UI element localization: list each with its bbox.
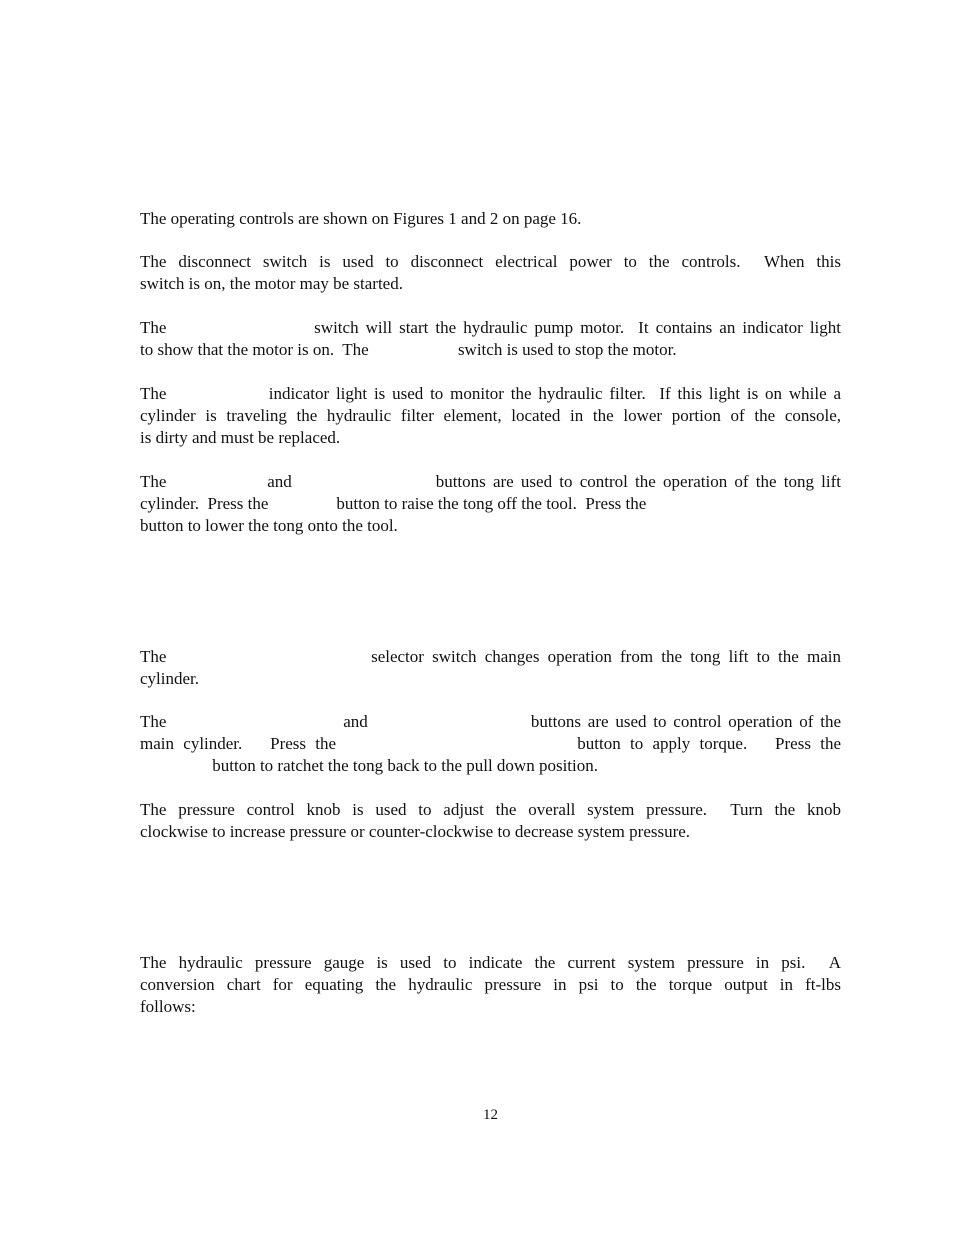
page-number: 12 [483,1107,498,1123]
text-line: cylinder is traveling the hydraulic filter element, located in the lower portion of the console, [140,406,841,425]
text-line: is dirty and must be replaced. [140,428,341,447]
text-line: cylinder. [140,669,200,688]
text-line: The hydraulic pressure gauge is used to indicate the current system pressure in psi. A [140,953,841,972]
text-line: button to ratchet the tong back to the pull down position. [140,756,598,775]
text-line: The disconnect switch is used to disconnect electrical power to the controls. When this [140,252,841,271]
text-line: The and buttons are used to control the operation of the tong lift [140,472,841,491]
text-line: main cylinder. Press the button to apply torque. Press the [140,734,841,753]
text-line: The selector switch changes operation from the tong lift to the main [140,647,841,666]
text-line: cylinder. Press the button to raise the tong off the tool. Press the [140,494,723,513]
text-line: The switch will start the hydraulic pump motor. It contains an indicator light [140,318,841,337]
text-line: clockwise to increase pressure or counter-clockwise to decrease system pressure. [140,822,691,841]
text-line: follows: [140,997,196,1016]
text-line: to show that the motor is on. The switch is used to stop the motor. [140,340,677,359]
text-line: conversion chart for equating the hydraulic pressure in psi to the torque output in ft-lbs [140,975,841,994]
text-line: The pressure control knob is used to adjust the overall system pressure. Turn the knob [140,800,841,819]
text-line: switch is on, the motor may be started. [140,274,403,293]
text-line: The indicator light is used to monitor the hydraulic filter. If this light is on while a [140,384,841,403]
text-line: button to lower the tong onto the tool. [140,516,398,535]
text-line: The and buttons are used to control operation of the [140,712,841,731]
text-line: The operating controls are shown on Figures 1 and 2 on page 16. [140,209,582,228]
